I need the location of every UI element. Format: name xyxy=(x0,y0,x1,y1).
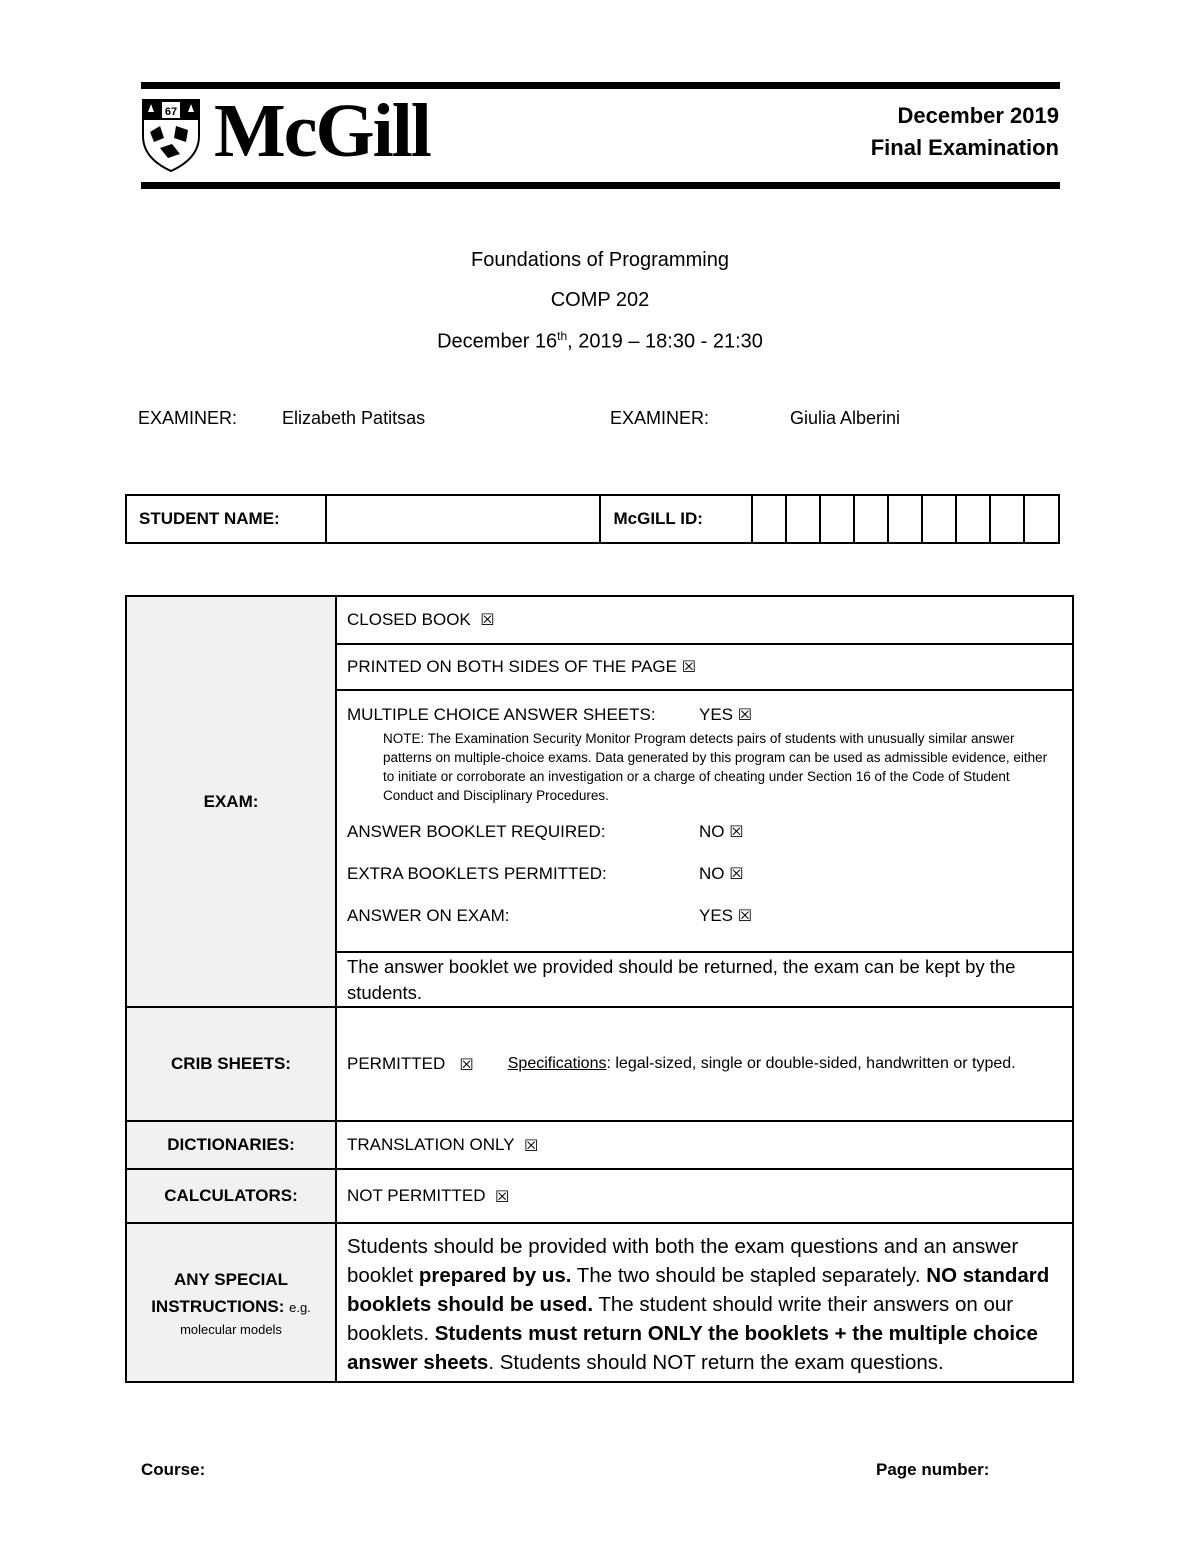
exam-type: Final Examination xyxy=(870,135,1059,160)
checked-box-icon: ☒ xyxy=(480,610,495,630)
mcgill-id-digit[interactable] xyxy=(821,496,855,542)
mcgill-id-digit[interactable] xyxy=(923,496,957,542)
mcgill-id-digit[interactable] xyxy=(991,496,1025,542)
calculators-value: NOT PERMITTED ☒ xyxy=(347,1186,510,1206)
checked-box-icon: ☒ xyxy=(737,704,753,724)
dictionaries-value: TRANSLATION ONLY ☒ xyxy=(347,1135,539,1155)
course-name: Foundations of Programming xyxy=(471,249,729,271)
checked-box-icon: ☒ xyxy=(729,863,744,883)
course-datetime: December 16th, 2019 – 18:30 - 21:30 xyxy=(437,329,763,353)
student-name-field[interactable] xyxy=(327,496,602,542)
mcgill-logo: McGill xyxy=(214,89,430,173)
dictionaries-row xyxy=(127,1120,1072,1168)
crib-sheets-label: CRIB SHEETS: xyxy=(127,1008,337,1120)
course-code: COMP 202 xyxy=(550,289,650,311)
mcgill-id-digit[interactable] xyxy=(855,496,889,542)
footer-course-label: Course: xyxy=(141,1460,206,1479)
exam-label: EXAM: xyxy=(127,597,337,1006)
crib-sheets-value: PERMITTED ☒ Specifications: legal-sized, single or double-sided, handwritten or typed. xyxy=(347,1054,1016,1074)
mcgill-id-digit[interactable] xyxy=(753,496,787,542)
student-name-label: STUDENT NAME: xyxy=(127,496,327,542)
crib-sheets-row xyxy=(127,1006,1072,1120)
mcgill-crest-icon xyxy=(140,96,202,172)
header-exam-info xyxy=(871,100,1059,164)
checked-box-icon: ☒ xyxy=(681,657,697,677)
exam-date: December 2019 xyxy=(897,103,1059,128)
specifications-label: Specifications xyxy=(507,1055,607,1072)
booklet-return-note: The answer booklet we provided should be returned, the exam can be kept by the students. xyxy=(337,951,1072,1006)
crest-badge: 67 xyxy=(164,106,178,118)
printed-both-sides-item: PRINTED ON BOTH SIDES OF THE PAGE ☒ xyxy=(337,643,1072,689)
mcgill-id-digit[interactable] xyxy=(957,496,991,542)
dictionaries-label: DICTIONARIES: xyxy=(127,1122,337,1168)
special-instructions-row xyxy=(127,1222,1072,1381)
examiner-label-2: EXAMINER: xyxy=(610,408,710,428)
exam-options-block xyxy=(337,689,1072,951)
mcgill-id-digit[interactable] xyxy=(787,496,821,542)
calculators-row xyxy=(127,1168,1072,1222)
mcgill-id-label: McGILL ID: xyxy=(601,496,753,542)
calculators-label: CALCULATORS: xyxy=(127,1170,337,1222)
footer-page-number-label: Page number: xyxy=(876,1460,990,1479)
mcgill-id-digit[interactable] xyxy=(1025,496,1058,542)
examiner-name-2: Giulia Alberini xyxy=(790,408,901,428)
checked-box-icon: ☒ xyxy=(459,1054,474,1074)
closed-book-item: CLOSED BOOK ☒ xyxy=(347,609,495,630)
exam-row xyxy=(127,597,1072,1006)
special-instructions-text: Students should be provided with both the exam questions and an answer booklet prepared by us. The two should be stapled separately. NO standard booklets should be used. The student should write their answers on our booklets. Students must return ONLY the booklets + the multiple choice answer sheets. Students should NOT return the exam questions. xyxy=(347,1235,1050,1374)
examiner-label-1: EXAMINER: xyxy=(138,408,238,428)
special-instructions-label: ANY SPECIAL INSTRUCTIONS: e.g. molecular models xyxy=(127,1224,337,1381)
answer-on-exam-item: ANSWER ON EXAM: YES ☒ xyxy=(347,905,753,925)
answer-booklet-item: ANSWER BOOKLET REQUIRED: NO ☒ xyxy=(347,821,744,841)
security-monitor-note: NOTE: The Examination Security Monitor Program detects pairs of students with unusually similar answer patterns on multiple-choice exams. Data generated by this program can be used as admissible evidence, either to initiate or corroborate an investigation or a charge of cheating under Section 16 of the Code of Student Conduct and Disciplinary Procedures. xyxy=(383,730,1048,803)
mc-answer-sheets-item: MULTIPLE CHOICE ANSWER SHEETS: YES ☒ xyxy=(347,704,753,724)
student-info-table xyxy=(125,494,1060,544)
exam-rules-table xyxy=(125,595,1074,1383)
checked-box-icon: ☒ xyxy=(494,1186,510,1206)
header-bottom-rule xyxy=(141,182,1060,189)
mcgill-id-digit[interactable] xyxy=(889,496,923,542)
checked-box-icon: ☒ xyxy=(729,821,744,841)
checked-box-icon: ☒ xyxy=(737,905,753,925)
examiner-name-1: Elizabeth Patitsas xyxy=(282,408,426,428)
extra-booklets-item: EXTRA BOOKLETS PERMITTED: NO ☒ xyxy=(347,863,744,883)
checked-box-icon: ☒ xyxy=(523,1135,539,1155)
